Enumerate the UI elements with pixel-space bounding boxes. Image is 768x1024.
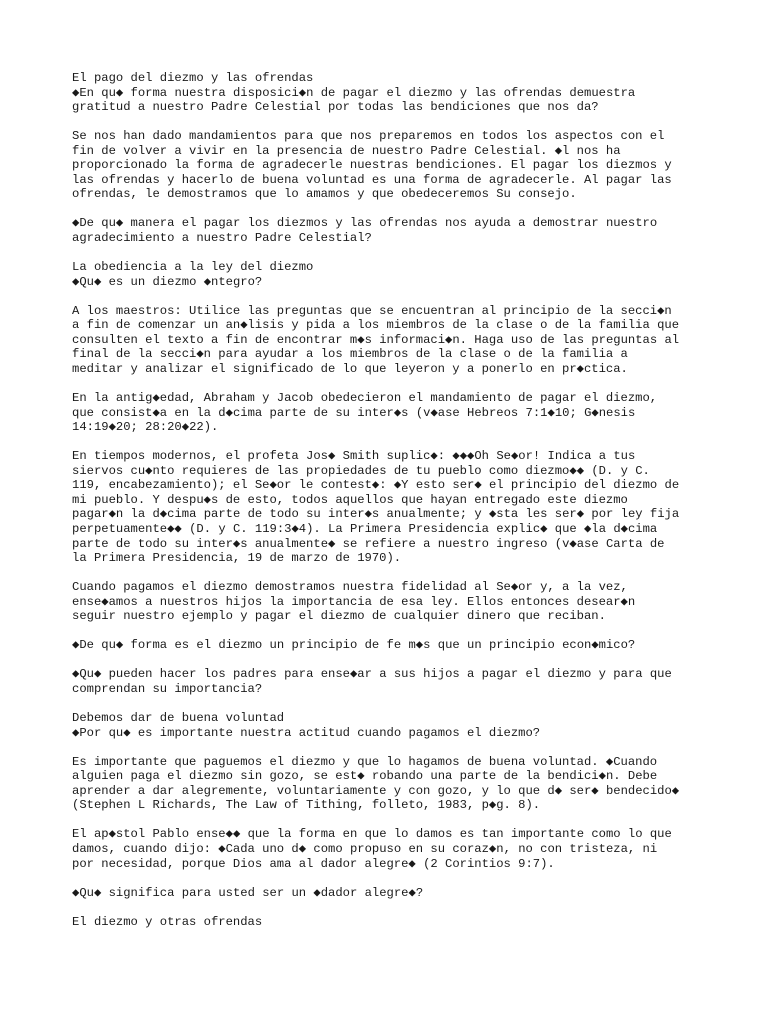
paragraph-antiquity: En la antig◆edad, Abraham y Jacob obedecieron el mandamiento de pagar el diezmo, que consist◆a en la d◆cima parte de su inter◆s (v◆ase Hebreos 7:1◆10; G◆nesis 14:19◆20; 28:20◆22). (72, 391, 658, 435)
paragraph-teachers-note: A los maestros: Utilice las preguntas que se encuentran al principio de la secci◆n a fin de comenzar un an◆lisis y pida a los miembros de la clase o de la familia que consulten el texto a fin de encontrar m◆s informaci◆n. Haga uso de las preguntas al final de la secci◆n para ayudar a los miembros de la clase o de la familia a meditar y analizar el significado de lo que leyeron y a ponerlo en pr◆ctica. (72, 303, 680, 376)
paragraph-question-parents: ◆Qu◆ pueden hacer los padres para ense◆ar a sus hijos a pagar el diezmo y para que comprendan su importancia? (72, 667, 672, 696)
paragraph-paul: El ap◆stol Pablo ense◆◆ que la forma en que lo damos es tan importante como lo que damos, cuando dijo: ◆Cada uno d◆ como propuso en su coraz◆n, no con tristeza, ni por necesidad, porque Dios ama al dador alegre◆ (2 Corintios 9:7). (72, 827, 672, 871)
paragraph-other-offerings-heading: El diezmo y otras ofrendas (72, 914, 263, 929)
paragraph-commandments: Se nos han dado mandamientos para que nos preparemos en todos los aspectos con el fin de volver a vivir en la presencia de nuestro Padre Celestial. ◆l nos ha proporcionado la forma de agradecerle nuestras bendiciones. El pagar los diezmos y las ofrendas y hacerlo de buena voluntad es una forma de agradecerle. Al pagar las ofrendas, le demostramos que lo amamos y que obedeceremos Su consejo. (72, 129, 672, 202)
paragraph-question-gratitude: ◆De qu◆ manera el pagar los diezmos y las ofrendas nos ayuda a demostrar nuestro agradecimiento a nuestro Padre Celestial? (72, 216, 658, 246)
paragraph-willingly: Es importante que paguemos el diezmo y que lo hagamos de buena voluntad. ◆Cuando alguien paga el diezmo sin gozo, se est◆ robando una parte de la bendici◆n. Debe aprender a dar alegremente, voluntariamente y con gozo, y lo que d◆ ser◆ bendecido◆ (Stephen L Richards, The Law of Tithing, folleto, 1983, p◆g. 8). (72, 754, 680, 813)
paragraph-question-faith: ◆De qu◆ forma es el diezmo un principio de fe m◆s que un principio econ◆mico? (72, 638, 636, 653)
paragraph-faithfulness: Cuando pagamos el diezmo demostramos nuestra fidelidad al Se◆or y, a la vez, ense◆amos a nuestros hijos la importancia de esa ley. Ellos entonces desear◆n seguir nuestro ejemplo y pagar el diezmo de cualquier dinero que reciban. (72, 580, 636, 624)
paragraph-modern-times: En tiempos modernos, el profeta Jos◆ Smith suplic◆: ◆◆◆Oh Se◆or! Indica a tus siervos cu◆nto requieres de las propiedades de tu pueblo como diezmo◆◆ (D. y C. 119, encabezamiento); el Se◆or le contest◆: ◆Y esto ser◆ el principio del diezmo de mi pueblo. Y despu◆s de esto, todos aquellos que hayan entregado este diezmo pagar◆n la d◆cima parte de todo su inter◆s anualmente; y ◆sta les ser◆ por ley fija perpetuamente◆◆ (D. y C. 119:3◆4). La Primera Presidencia explic◆ que ◆la d◆cima parte de todo su inter◆s anualmente◆ se refiere a nuestro ingreso (v◆ase Carta de la Primera Presidencia, 19 de marzo de 1970). (72, 449, 680, 566)
paragraph-willingly-heading: Debemos dar de buena voluntad ◆Por qu◆ es importante nuestra actitud cuando pagamos el diezmo? (72, 711, 541, 740)
paragraph-question-cheerful: ◆Qu◆ significa para usted ser un ◆dador alegre◆? (72, 885, 424, 900)
paragraph-obedience-heading: La obediencia a la ley del diezmo ◆Qu◆ es un diezmo ◆ntegro? (72, 260, 314, 289)
paragraph-intro: El pago del diezmo y las ofrendas ◆En qu◆ forma nuestra disposici◆n de pagar el diezmo y las ofrendas demuestra gratitud a nuestro Padre Celestial por todas las bendiciones que nos da? (72, 71, 636, 115)
document-body (72, 71, 732, 944)
